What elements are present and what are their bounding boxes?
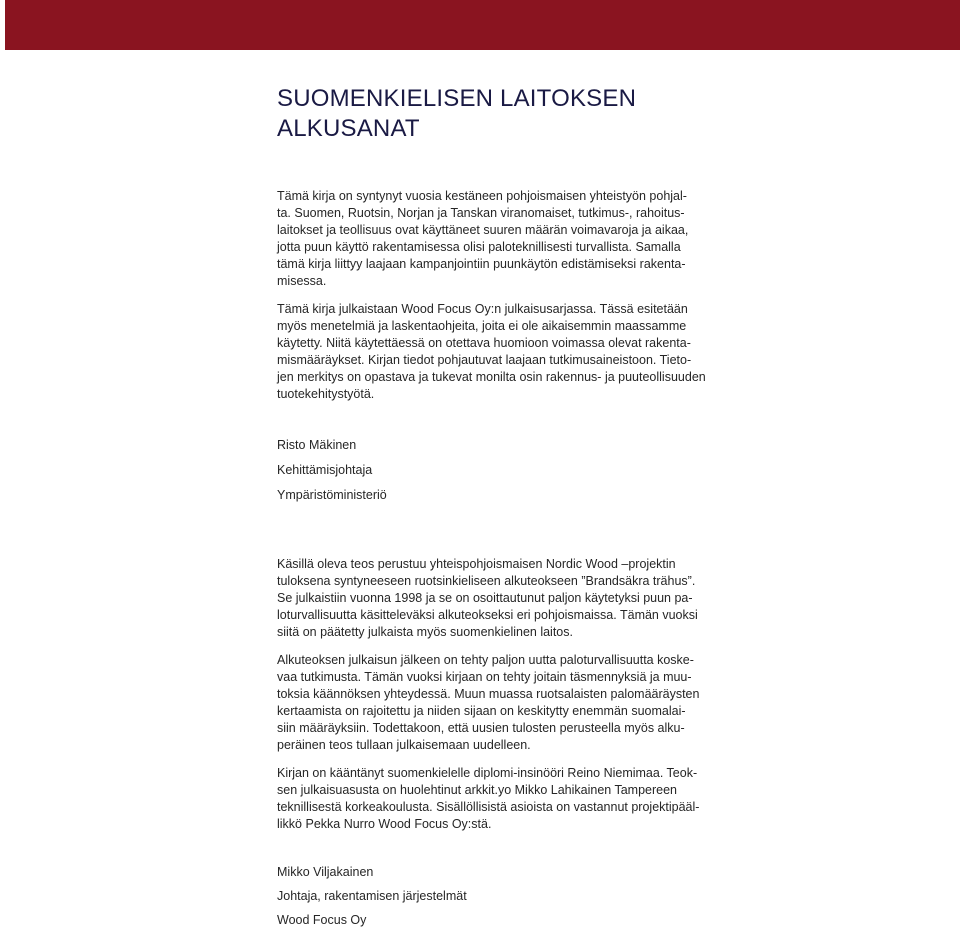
text-line: käytetty. Niitä käytettäessä on otettava huomioon voimassa olevat rakenta-	[277, 336, 691, 350]
signatory-title: Johtaja, rakentamisen järjestelmät	[277, 889, 467, 903]
text-line: Kirjan on kääntänyt suomenkielelle diplomi-insinööri Reino Niemimaa. Teok-	[277, 766, 698, 780]
text-line: mismääräykset. Kirjan tiedot pohjautuvat laajaan tutkimusaineistoon. Tieto-	[277, 353, 692, 367]
text-line: loturvallisuutta käsitteleväksi alkuteokseksi eri pohjoismaissa. Tämän vuoksi	[277, 608, 698, 622]
signatory-name: Risto Mäkinen	[277, 438, 357, 452]
text-line: siitä on päätetty julkaista myös suomenkielinen laitos.	[277, 625, 573, 639]
text-line: laitokset ja teollisuus ovat käyttäneet suuren määrän voimavaroja ja aikaa,	[277, 223, 689, 237]
title-line: SUOMENKIELISEN LAITOKSEN	[277, 85, 637, 112]
text-line: Tämä kirja julkaistaan Wood Focus Oy:n julkaisusarjassa. Tässä esitetään	[277, 302, 688, 316]
signature-block-2	[277, 864, 705, 929]
page-content	[277, 84, 705, 929]
text-line: sen julkaisuasusta on huolehtinut arkkit.yo Mikko Lahikainen Tampereen	[277, 783, 678, 797]
text-line: siin määräyksiin. Todettakoon, että uusien tulosten perusteella myös alku-	[277, 721, 685, 735]
translation-paragraph-1	[277, 556, 705, 641]
text-line: tuloksena syntyneeseen ruotsinkieliseen alkuteokseen ”Brandsäkra trähus”.	[277, 574, 696, 588]
text-line: peräinen teos tullaan julkaisemaan uudelleen.	[277, 738, 531, 752]
page-title	[277, 84, 705, 144]
text-line: Alkuteoksen julkaisun jälkeen on tehty paljon uutta paloturvallisuutta koske-	[277, 653, 694, 667]
text-line: myös menetelmiä ja laskentaohjeita, joita ei ole aikaisemmin maassamme	[277, 319, 687, 333]
text-line: teknillisestä korkeakoulusta. Sisällöllisistä asioista on vastannut projektipääl-	[277, 800, 700, 814]
text-line: vaa tutkimusta. Tämän vuoksi kirjaan on tehty joitain täsmennyksiä ja muu-	[277, 670, 692, 684]
title-line: ALKUSANAT	[277, 115, 420, 142]
text-line: toksia käännöksen yhteydessä. Muun muassa ruotsalaisten palomääräysten	[277, 687, 700, 701]
signatory-name: Mikko Viljakainen	[277, 865, 374, 879]
text-line: Tämä kirja on syntynyt vuosia kestäneen pohjoismaisen yhteistyön pohjal-	[277, 189, 687, 203]
text-line: kertaamista on rajoitettu ja niiden sijaan on keskitytty enemmän suomalai-	[277, 704, 686, 718]
text-line: ta. Suomen, Ruotsin, Norjan ja Tanskan viranomaiset, tutkimus-, rahoitus-	[277, 206, 685, 220]
translation-paragraph-3	[277, 765, 705, 833]
preface-paragraph-1	[277, 188, 705, 290]
text-line: Se julkaistiin vuonna 1998 ja se on osoittautunut paljon käytetyksi puun pa-	[277, 591, 693, 605]
signature-block-1	[277, 437, 705, 504]
text-line: Käsillä oleva teos perustuu yhteispohjoismaisen Nordic Wood –projektin	[277, 557, 676, 571]
text-line: jen merkitys on opastava ja tukevat monilta osin rakennus- ja puuteollisuuden	[277, 370, 706, 384]
header-color-band	[5, 0, 960, 50]
signatory-title: Kehittämisjohtaja	[277, 463, 373, 477]
text-line: likkö Pekka Nurro Wood Focus Oy:stä.	[277, 817, 492, 831]
preface-paragraph-2	[277, 301, 705, 403]
translation-paragraph-2	[277, 652, 705, 754]
text-line: tämä kirja liittyy laajaan kampanjointiin puunkäytön edistämiseksi rakenta-	[277, 257, 686, 271]
signatory-organization: Wood Focus Oy	[277, 913, 367, 927]
signatory-organization: Ympäristöministeriö	[277, 488, 387, 502]
text-line: tuotekehitystyötä.	[277, 387, 375, 401]
text-line: misessa.	[277, 274, 327, 288]
text-line: jotta puun käyttö rakentamisessa olisi paloteknillisesti turvallista. Samalla	[277, 240, 681, 254]
